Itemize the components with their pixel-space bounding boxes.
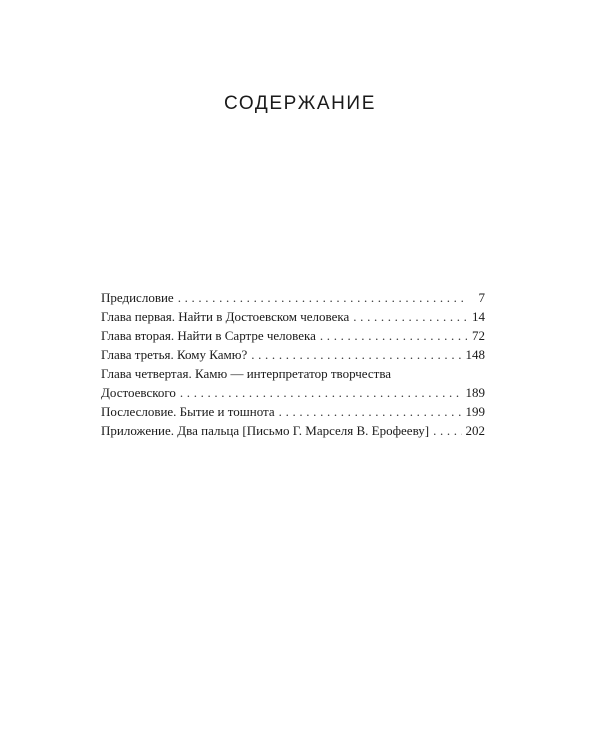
table-of-contents [101,288,485,440]
dot-leader [353,307,467,326]
toc-entry-afterword[interactable] [101,402,485,421]
dot-leader [433,421,461,440]
dot-leader [251,345,461,364]
dot-leader [180,383,462,402]
toc-entry-appendix[interactable] [101,421,485,440]
toc-entry-page: 202 [465,423,485,438]
toc-entry-page: 72 [472,328,485,343]
toc-entry-label: Приложение. Два пальца [Письмо Г. Марселя В. Ерофееву] [101,423,430,438]
toc-entry-chapter-4[interactable] [101,364,485,402]
toc-entry-page: 199 [465,404,485,419]
toc-entry-page: 7 [478,290,485,305]
page-title: СОДЕРЖАНИЕ [224,93,376,114]
dot-leader [320,326,467,345]
toc-entry-preface[interactable] [101,288,485,307]
toc-entry-chapter-3[interactable] [101,345,485,364]
toc-entry-page: 148 [465,347,485,362]
toc-entry-label-line-1: Глава четвертая. Камю — интерпретатор творчества [101,366,392,381]
toc-entry-label-line-2: Достоевского [101,385,176,400]
toc-entry-label: Предисловие [101,290,174,305]
toc-entry-label: Глава третья. Кому Камю? [101,347,248,362]
toc-entry-label: Глава первая. Найти в Достоевском человека [101,309,350,324]
toc-entry-label: Послесловие. Бытие и тошнота [101,404,275,419]
toc-entry-page: 189 [465,385,485,400]
toc-entry-label: Глава вторая. Найти в Сартре человека [101,328,316,343]
toc-entry-chapter-2[interactable] [101,326,485,345]
dot-leader [178,288,467,307]
toc-entry-page: 14 [472,309,485,324]
toc-entry-chapter-1[interactable] [101,307,485,326]
dot-leader [279,402,462,421]
